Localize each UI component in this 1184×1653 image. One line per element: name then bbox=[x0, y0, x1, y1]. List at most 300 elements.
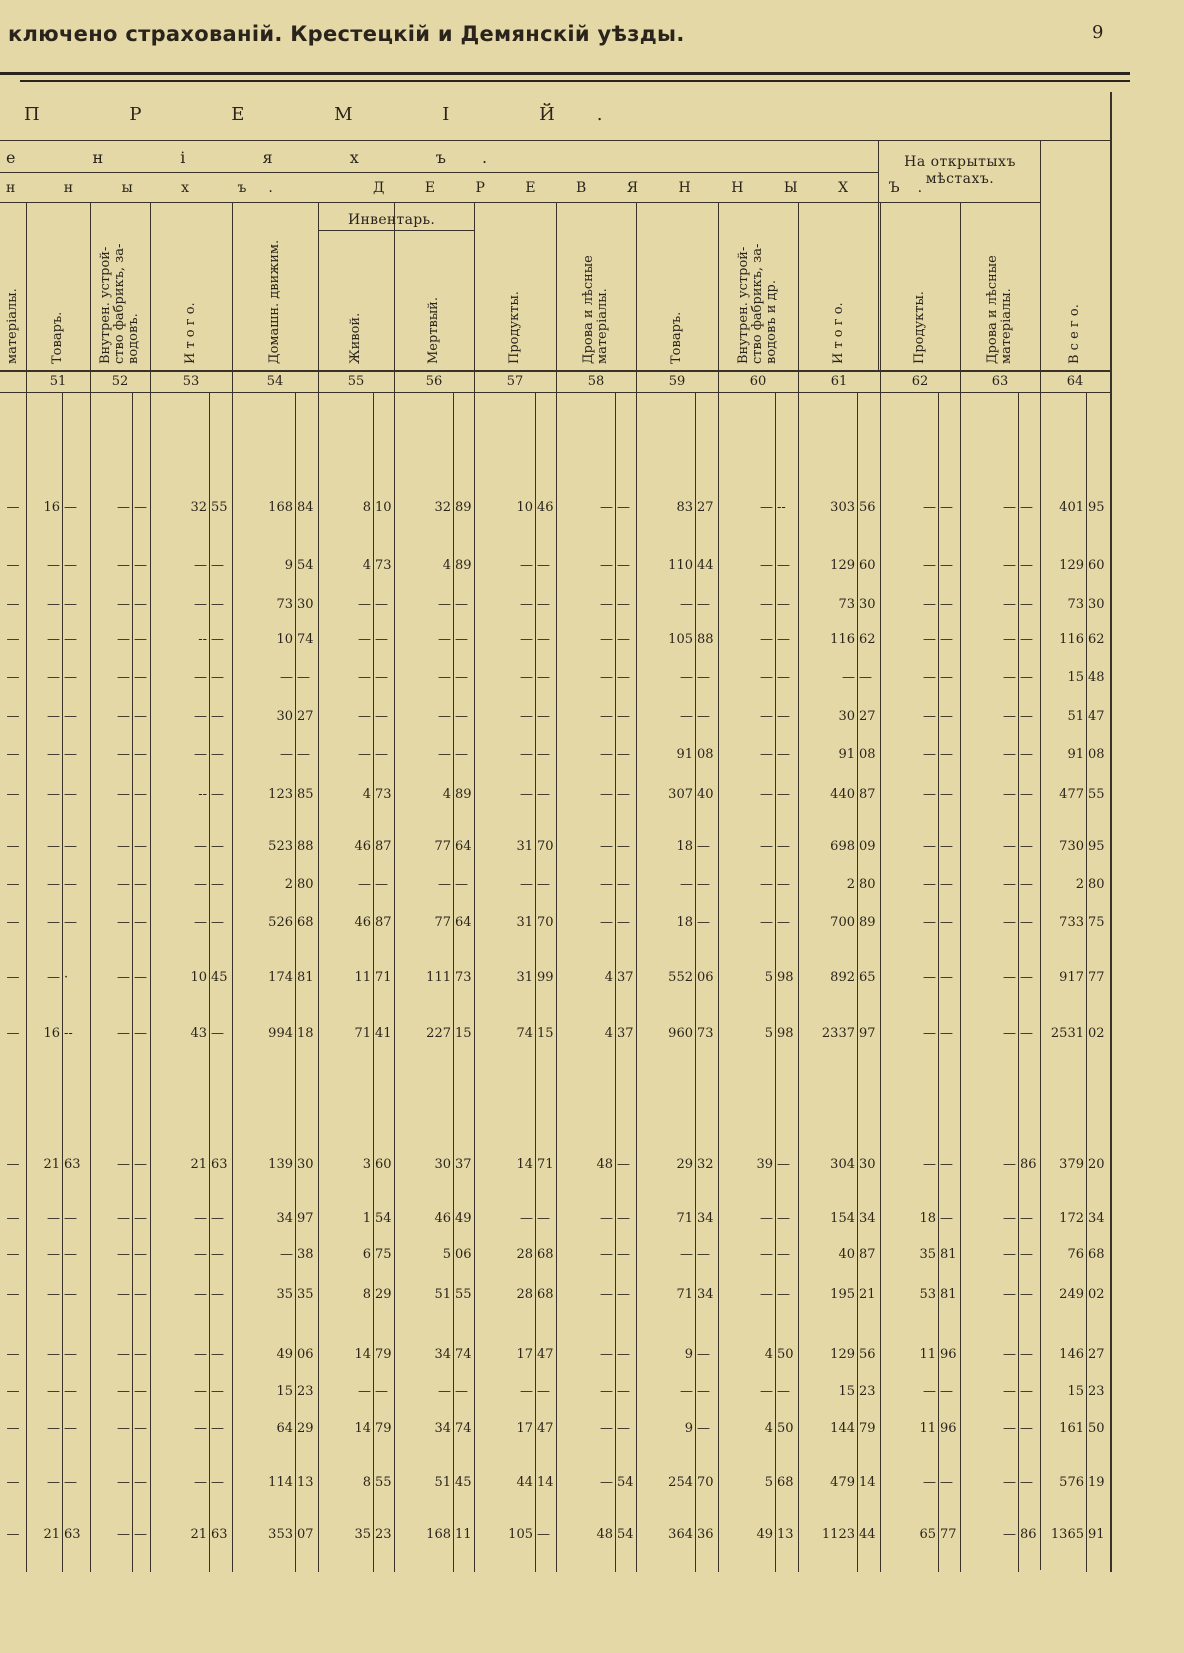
table-cell: 98 bbox=[777, 970, 794, 985]
table-cell: — bbox=[923, 709, 936, 724]
table-cell: 2337 bbox=[821, 1026, 855, 1041]
table-cell: — bbox=[134, 1157, 147, 1172]
table-cell: — bbox=[1020, 915, 1033, 930]
column-number: 57 bbox=[506, 374, 524, 389]
table-cell: — bbox=[6, 1527, 20, 1542]
table-cell: — bbox=[6, 877, 20, 892]
table-cell: 1365 bbox=[1050, 1527, 1084, 1542]
table-cell: — bbox=[47, 1475, 60, 1490]
table-cell: 77 bbox=[940, 1527, 957, 1542]
table-cell: 99 bbox=[537, 970, 554, 985]
cents-rule-5 bbox=[373, 392, 374, 1572]
table-cell: — bbox=[1020, 558, 1033, 573]
column-header: Внутрен. устрой- ство фабрикъ, за- водовъ и др. bbox=[736, 243, 779, 364]
table-cell: — bbox=[777, 1247, 790, 1262]
table-cell: — bbox=[117, 1384, 130, 1399]
table-cell: 16 bbox=[43, 1026, 60, 1041]
table-cell: — bbox=[600, 558, 613, 573]
table-cell: — bbox=[117, 787, 130, 802]
table-cell: 5 bbox=[764, 1475, 773, 1490]
table-cell: — bbox=[1020, 839, 1033, 854]
table-cell: 31 bbox=[516, 915, 533, 930]
table-cell: — bbox=[211, 787, 224, 802]
table-cell: — bbox=[134, 915, 147, 930]
table-cell: — bbox=[600, 1287, 613, 1302]
table-cell: 73 bbox=[1067, 597, 1084, 612]
table-cell: — bbox=[600, 915, 613, 930]
cents-rule-6 bbox=[453, 392, 454, 1572]
table-cell: — bbox=[537, 670, 550, 685]
table-cell: 80 bbox=[297, 877, 314, 892]
table-cell: 144 bbox=[830, 1421, 855, 1436]
column-header: Внутрен. устрой- ство фабрикъ, за- водовъ. bbox=[98, 243, 141, 364]
table-cell: 02 bbox=[1088, 1287, 1105, 1302]
table-cell: — bbox=[923, 500, 936, 515]
table-cell: 77 bbox=[1088, 970, 1105, 985]
table-cell: — bbox=[194, 709, 207, 724]
table-cell: — bbox=[358, 1384, 371, 1399]
table-cell: — bbox=[760, 597, 773, 612]
table-cell: 48 bbox=[596, 1527, 613, 1542]
table-cell: 440 bbox=[830, 787, 855, 802]
table-cell: — bbox=[438, 877, 451, 892]
table-cell: 73 bbox=[276, 597, 293, 612]
table-cell: 51 bbox=[434, 1475, 451, 1490]
column-number: 64 bbox=[1066, 374, 1084, 389]
column-rule-7 bbox=[474, 202, 475, 1572]
table-cell: — bbox=[697, 915, 710, 930]
table-cell: — bbox=[211, 1347, 224, 1362]
table-cell: 46 bbox=[354, 915, 371, 930]
table-cell: 73 bbox=[455, 970, 472, 985]
table-cell: — bbox=[923, 558, 936, 573]
column-rule-8 bbox=[556, 202, 557, 1572]
table-cell: — bbox=[537, 747, 550, 762]
table-cell: — bbox=[117, 1475, 130, 1490]
table-cell: — bbox=[537, 1527, 550, 1542]
table-cell: 79 bbox=[859, 1421, 876, 1436]
table-cell: 21 bbox=[190, 1157, 207, 1172]
table-cell: 4 bbox=[764, 1421, 773, 1436]
table-cell: -- bbox=[198, 632, 207, 647]
table-cell: — bbox=[358, 597, 371, 612]
table-cell: — bbox=[617, 670, 630, 685]
table-cell: — bbox=[760, 747, 773, 762]
table-cell: 08 bbox=[859, 747, 876, 762]
table-cell: — bbox=[117, 915, 130, 930]
table-cell: — bbox=[923, 839, 936, 854]
table-cell: 54 bbox=[297, 558, 314, 573]
table-cell: — bbox=[64, 632, 77, 647]
table-cell: — bbox=[375, 877, 388, 892]
table-cell: — bbox=[6, 970, 20, 985]
table-cell: — bbox=[455, 877, 468, 892]
table-cell: — bbox=[438, 747, 451, 762]
table-cell: 73 bbox=[697, 1026, 714, 1041]
table-cell: — bbox=[134, 632, 147, 647]
table-cell: — bbox=[194, 1421, 207, 1436]
table-cell: 116 bbox=[1059, 632, 1084, 647]
table-cell: — bbox=[47, 970, 60, 985]
rule-below-stroeniyakh bbox=[0, 172, 878, 173]
column-header: матеріалы. bbox=[5, 288, 20, 364]
table-cell: 71 bbox=[375, 970, 392, 985]
cents-rule-13 bbox=[1018, 392, 1019, 1572]
table-cell: 30 bbox=[1088, 597, 1105, 612]
table-cell: 129 bbox=[1059, 558, 1084, 573]
table-cell: — bbox=[211, 747, 224, 762]
table-cell: — bbox=[1020, 632, 1033, 647]
table-cell: — bbox=[134, 1247, 147, 1262]
table-cell: — bbox=[358, 747, 371, 762]
column-header: Продукты. bbox=[507, 291, 522, 364]
table-cell: 11 bbox=[919, 1347, 936, 1362]
column-rule-9 bbox=[636, 202, 637, 1572]
table-cell: — bbox=[617, 1287, 630, 1302]
table-cell: 11 bbox=[354, 970, 371, 985]
table-cell: — bbox=[47, 670, 60, 685]
table-cell: — bbox=[617, 1384, 630, 1399]
table-cell: — bbox=[1003, 1527, 1016, 1542]
table-cell: 40 bbox=[697, 787, 714, 802]
table-cell: — bbox=[777, 1287, 790, 1302]
table-cell: 06 bbox=[297, 1347, 314, 1362]
table-cell: 45 bbox=[455, 1475, 472, 1490]
table-cell: 2 bbox=[1075, 877, 1084, 892]
table-cell: — bbox=[940, 1211, 953, 1226]
table-cell: 46 bbox=[537, 500, 554, 515]
table-cell: — bbox=[117, 709, 130, 724]
table-cell: 87 bbox=[375, 915, 392, 930]
table-cell: 2531 bbox=[1050, 1026, 1084, 1041]
table-cell: 32 bbox=[190, 500, 207, 515]
table-cell: — bbox=[537, 1384, 550, 1399]
table-cell: 46 bbox=[434, 1211, 451, 1226]
table-cell: 30 bbox=[297, 597, 314, 612]
table-cell: 96 bbox=[940, 1421, 957, 1436]
table-cell: 15 bbox=[1067, 670, 1084, 685]
table-cell: 97 bbox=[859, 1026, 876, 1041]
table-cell: — bbox=[1003, 1026, 1016, 1041]
group-header-inventar: Инвентарь. bbox=[348, 212, 436, 228]
table-cell: 70 bbox=[537, 839, 554, 854]
table-cell: — bbox=[760, 915, 773, 930]
table-cell: 34 bbox=[697, 1211, 714, 1226]
column-header: В с е г о. bbox=[1067, 304, 1082, 364]
table-cell: — bbox=[537, 877, 550, 892]
table-cell: 60 bbox=[859, 558, 876, 573]
table-cell: — bbox=[134, 1421, 147, 1436]
table-cell: — bbox=[47, 915, 60, 930]
table-cell: — bbox=[358, 632, 371, 647]
table-cell: — bbox=[600, 500, 613, 515]
table-cell: — bbox=[6, 558, 20, 573]
table-cell: 76 bbox=[1067, 1247, 1084, 1262]
table-cell: — bbox=[6, 915, 20, 930]
table-cell: — bbox=[297, 747, 310, 762]
table-cell: — bbox=[64, 1347, 77, 1362]
table-cell: 10 bbox=[190, 970, 207, 985]
table-cell: 353 bbox=[268, 1527, 293, 1542]
table-cell: — bbox=[617, 915, 630, 930]
table-cell: 63 bbox=[211, 1527, 228, 1542]
table-cell: — bbox=[1020, 1347, 1033, 1362]
table-cell: — bbox=[194, 1384, 207, 1399]
table-cell: — bbox=[6, 1287, 20, 1302]
table-cell: 31 bbox=[516, 970, 533, 985]
table-cell: 89 bbox=[455, 558, 472, 573]
table-cell: 34 bbox=[697, 1287, 714, 1302]
table-cell: — bbox=[697, 597, 710, 612]
table-cell: — bbox=[211, 1287, 224, 1302]
table-cell: — bbox=[537, 709, 550, 724]
table-cell: — bbox=[1020, 500, 1033, 515]
open-places-label: На открытыхъ мѣстахъ. bbox=[904, 154, 1016, 187]
table-cell: 18 bbox=[297, 1026, 314, 1041]
table-cell: 71 bbox=[354, 1026, 371, 1041]
table-cell: 84 bbox=[297, 500, 314, 515]
table-cell: — bbox=[617, 787, 630, 802]
cents-rule-8 bbox=[615, 392, 616, 1572]
table-cell: — bbox=[64, 670, 77, 685]
table-cell: — bbox=[134, 970, 147, 985]
column-header: Домашн. движим. bbox=[267, 239, 282, 364]
column-header: Дрова и лѣсные матеріалы. bbox=[985, 255, 1014, 364]
rule-below-derevyannykh bbox=[232, 202, 878, 203]
table-cell: 73 bbox=[375, 787, 392, 802]
table-cell: — bbox=[777, 709, 790, 724]
table-cell: 54 bbox=[375, 1211, 392, 1226]
table-cell: 96 bbox=[940, 1347, 957, 1362]
table-cell: — bbox=[134, 709, 147, 724]
group-header-open-places bbox=[885, 154, 1035, 188]
table-cell: 45 bbox=[211, 970, 228, 985]
table-cell: — bbox=[940, 558, 953, 573]
table-cell: — bbox=[680, 877, 693, 892]
table-cell: — bbox=[940, 670, 953, 685]
table-cell: 994 bbox=[268, 1026, 293, 1041]
table-cell: — bbox=[211, 1384, 224, 1399]
table-cell: — bbox=[940, 1026, 953, 1041]
table-cell: — bbox=[617, 597, 630, 612]
table-cell: — bbox=[194, 558, 207, 573]
table-cell: 68 bbox=[537, 1247, 554, 1262]
rule-open-places-left bbox=[878, 140, 879, 372]
table-cell: 172 bbox=[1059, 1211, 1084, 1226]
table-cell: — bbox=[1003, 1157, 1016, 1172]
table-cell: — bbox=[6, 1211, 20, 1226]
table-cell: — bbox=[47, 877, 60, 892]
table-cell: — bbox=[520, 1211, 533, 1226]
cents-rule-14 bbox=[1086, 392, 1087, 1572]
table-cell: 17 bbox=[516, 1347, 533, 1362]
table-cell: 8 bbox=[362, 1475, 371, 1490]
table-cell: 28 bbox=[516, 1247, 533, 1262]
table-cell: — bbox=[6, 747, 20, 762]
table-cell: — bbox=[600, 1384, 613, 1399]
table-cell: — bbox=[64, 839, 77, 854]
table-cell: 50 bbox=[777, 1421, 794, 1436]
table-cell: 10 bbox=[516, 500, 533, 515]
table-cell: 68 bbox=[537, 1287, 554, 1302]
table-cell: 552 bbox=[668, 970, 693, 985]
table-cell: 8 bbox=[362, 500, 371, 515]
table-cell: 91 bbox=[1088, 1527, 1105, 1542]
table-cell: — bbox=[1020, 1384, 1033, 1399]
table-cell: — bbox=[6, 787, 20, 802]
table-cell: 2 bbox=[846, 877, 855, 892]
column-rule-5 bbox=[318, 202, 319, 1572]
table-cell: 06 bbox=[455, 1247, 472, 1262]
table-cell: 74 bbox=[297, 632, 314, 647]
table-cell: — bbox=[134, 670, 147, 685]
table-cell: — bbox=[64, 709, 77, 724]
table-cell: — bbox=[117, 1421, 130, 1436]
table-cell: 29 bbox=[297, 1421, 314, 1436]
table-cell: 960 bbox=[668, 1026, 693, 1041]
column-header: И т о г о. bbox=[831, 302, 846, 364]
table-cell: — bbox=[923, 670, 936, 685]
table-cell: — bbox=[760, 632, 773, 647]
table-cell: — bbox=[680, 1384, 693, 1399]
table-cell: 85 bbox=[297, 787, 314, 802]
table-cell: 75 bbox=[375, 1247, 392, 1262]
table-cell: — bbox=[47, 558, 60, 573]
table-cell: — bbox=[520, 597, 533, 612]
table-cell: 6 bbox=[362, 1247, 371, 1262]
top-rule-2 bbox=[20, 80, 1130, 82]
table-cell: 68 bbox=[1088, 1247, 1105, 1262]
table-cell: 91 bbox=[1067, 747, 1084, 762]
table-cell: — bbox=[617, 747, 630, 762]
column-number: 56 bbox=[425, 374, 443, 389]
table-cell: — bbox=[777, 839, 790, 854]
table-cell: — bbox=[923, 1384, 936, 1399]
table-cell: — bbox=[600, 747, 613, 762]
table-cell: — bbox=[777, 877, 790, 892]
table-cell: — bbox=[617, 1247, 630, 1262]
table-cell: — bbox=[1020, 1287, 1033, 1302]
table-cell: — bbox=[760, 709, 773, 724]
table-cell: — bbox=[1003, 1475, 1016, 1490]
table-cell: 89 bbox=[455, 787, 472, 802]
table-cell: — bbox=[600, 632, 613, 647]
table-cell: 48 bbox=[596, 1157, 613, 1172]
table-cell: — bbox=[537, 597, 550, 612]
table-cell: — bbox=[940, 597, 953, 612]
table-cell: — bbox=[777, 915, 790, 930]
column-number: 53 bbox=[182, 374, 200, 389]
table-cell: — bbox=[1003, 1247, 1016, 1262]
page-number: 9 bbox=[1092, 22, 1104, 43]
table-cell: — bbox=[617, 1421, 630, 1436]
table-cell: — bbox=[1020, 1026, 1033, 1041]
table-cell: — bbox=[211, 1211, 224, 1226]
table-cell: 63 bbox=[64, 1527, 81, 1542]
rule-below-headers bbox=[0, 370, 1110, 372]
table-cell: 2 bbox=[284, 877, 293, 892]
table-cell: — bbox=[280, 670, 293, 685]
table-cell: — bbox=[1003, 597, 1016, 612]
table-cell: 19 bbox=[1088, 1475, 1105, 1490]
table-cell: 77 bbox=[434, 915, 451, 930]
table-cell: — bbox=[1020, 709, 1033, 724]
table-cell: 62 bbox=[859, 632, 876, 647]
table-cell: — bbox=[600, 1211, 613, 1226]
table-cell: — bbox=[6, 670, 20, 685]
table-cell: 70 bbox=[537, 915, 554, 930]
table-cell: 60 bbox=[1088, 558, 1105, 573]
table-cell: 88 bbox=[697, 632, 714, 647]
table-cell: — bbox=[117, 500, 130, 515]
table-cell: 698 bbox=[830, 839, 855, 854]
table-cell: 44 bbox=[516, 1475, 533, 1490]
table-cell: — bbox=[1003, 915, 1016, 930]
table-cell: 5 bbox=[442, 1247, 451, 1262]
table-cell: 79 bbox=[375, 1347, 392, 1362]
table-cell: — bbox=[537, 787, 550, 802]
table-cell: — bbox=[194, 1287, 207, 1302]
table-cell: 30 bbox=[838, 709, 855, 724]
table-cell: 304 bbox=[830, 1157, 855, 1172]
table-cell: — bbox=[211, 597, 224, 612]
table-cell: — bbox=[520, 558, 533, 573]
table-cell: — bbox=[64, 877, 77, 892]
table-cell: — bbox=[617, 1157, 630, 1172]
table-cell: 44 bbox=[697, 558, 714, 573]
rule-below-colnums bbox=[0, 392, 1110, 393]
table-cell: — bbox=[1003, 558, 1016, 573]
table-cell: — bbox=[760, 877, 773, 892]
table-cell: — bbox=[859, 670, 872, 685]
table-cell: 23 bbox=[859, 1384, 876, 1399]
table-cell: 55 bbox=[1088, 787, 1105, 802]
table-cell: — bbox=[520, 1384, 533, 1399]
table-cell: — bbox=[600, 787, 613, 802]
table-cell: 4 bbox=[604, 1026, 613, 1041]
table-cell: — bbox=[600, 1421, 613, 1436]
table-cell: — bbox=[1003, 1384, 1016, 1399]
table-cell: — bbox=[617, 632, 630, 647]
table-cell: — bbox=[134, 747, 147, 762]
table-cell: — bbox=[64, 1247, 77, 1262]
table-cell: 56 bbox=[859, 1347, 876, 1362]
table-cell: — bbox=[47, 1421, 60, 1436]
table-cell: 74 bbox=[516, 1026, 533, 1041]
table-cell: — bbox=[64, 915, 77, 930]
table-cell: — bbox=[211, 1247, 224, 1262]
column-number: 62 bbox=[911, 374, 929, 389]
table-cell: — bbox=[760, 1287, 773, 1302]
table-cell: 64 bbox=[276, 1421, 293, 1436]
table-cell: · bbox=[64, 970, 69, 985]
table-cell: 65 bbox=[919, 1527, 936, 1542]
table-cell: 27 bbox=[1088, 1347, 1105, 1362]
table-cell: 9 bbox=[684, 1347, 693, 1362]
table-cell: — bbox=[47, 632, 60, 647]
table-cell: — bbox=[280, 747, 293, 762]
table-cell: 105 bbox=[668, 632, 693, 647]
table-cell: — bbox=[134, 1384, 147, 1399]
table-cell: — bbox=[134, 1211, 147, 1226]
column-number: 61 bbox=[830, 374, 848, 389]
top-rule bbox=[0, 72, 1130, 75]
table-cell: — bbox=[375, 597, 388, 612]
table-cell: — bbox=[211, 558, 224, 573]
table-cell: 139 bbox=[268, 1157, 293, 1172]
table-cell: 65 bbox=[859, 970, 876, 985]
table-cell: — bbox=[211, 915, 224, 930]
